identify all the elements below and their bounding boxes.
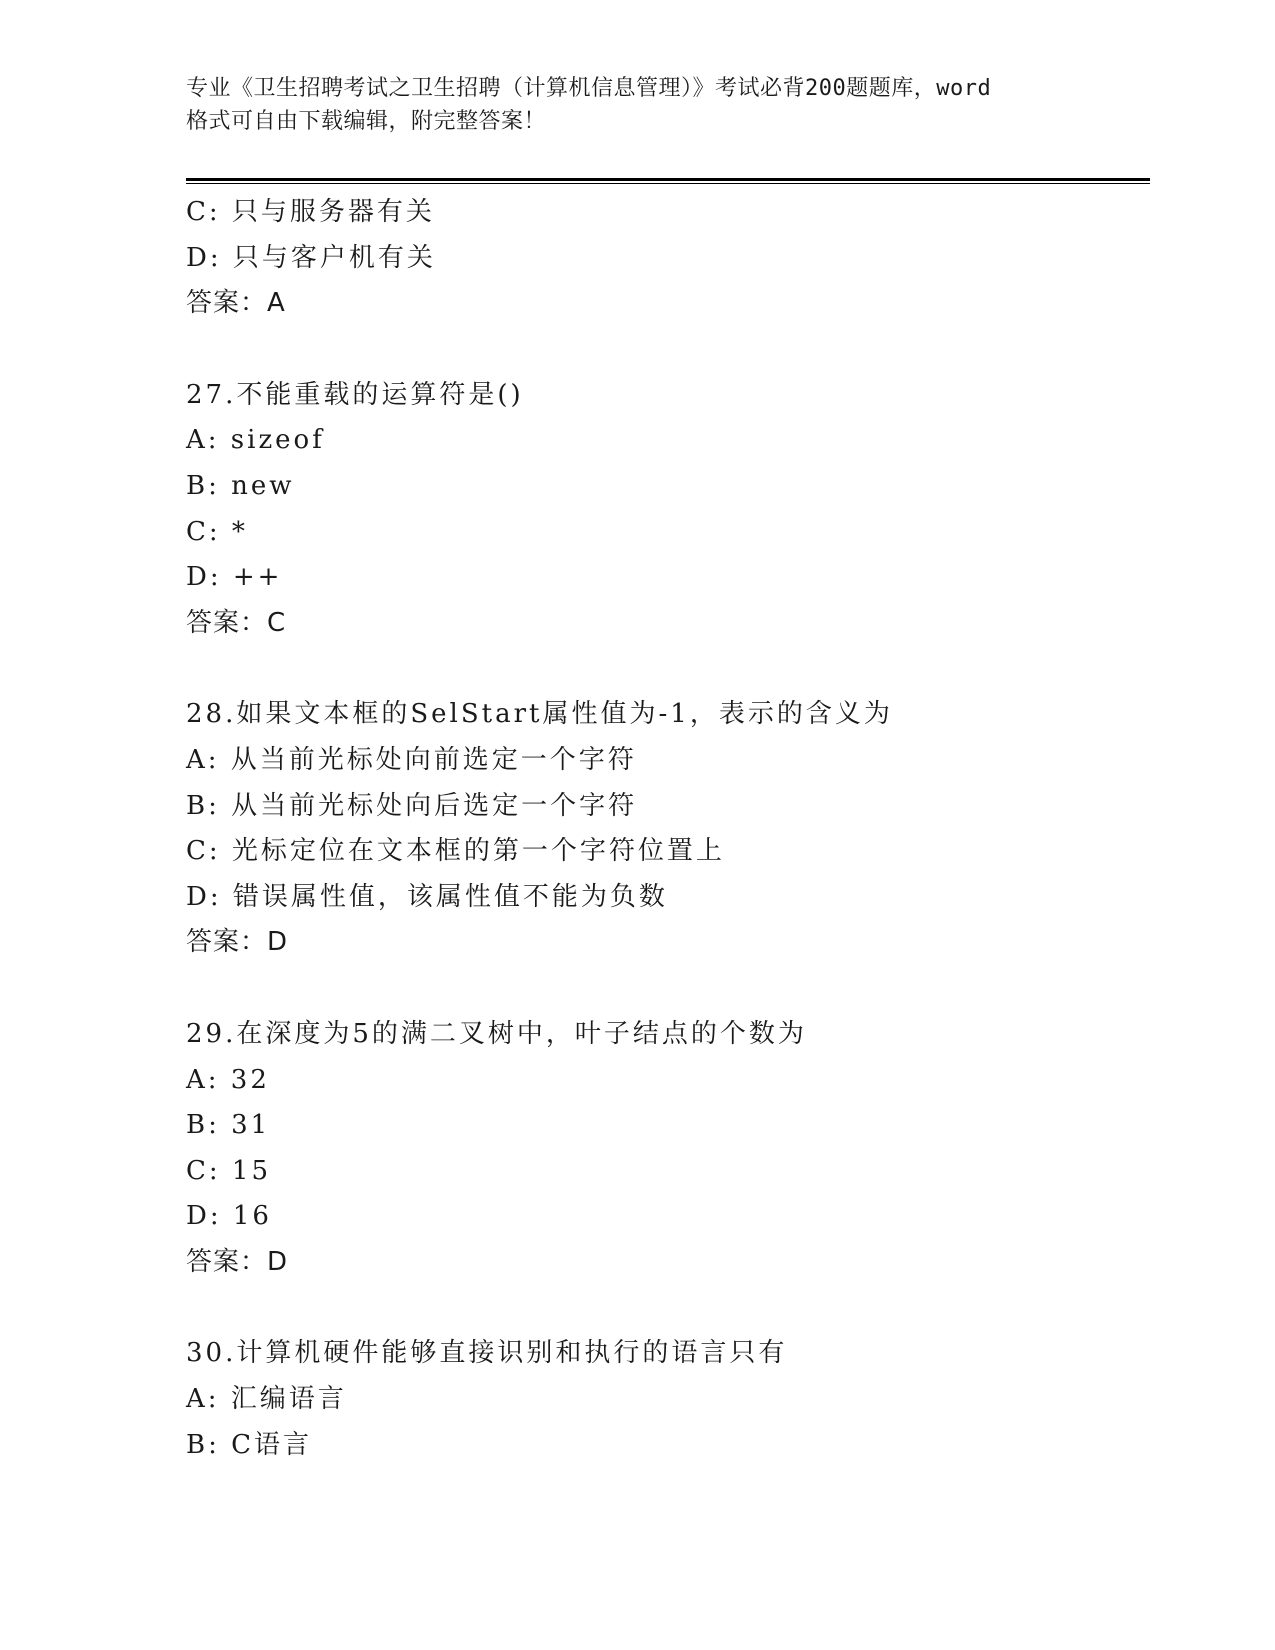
option-d: D: 错误属性值，该属性值不能为负数 <box>186 881 668 912</box>
option-c: C: 光标定位在文本框的第一个字符位置上 <box>186 836 725 867</box>
option-c: C: 15 <box>186 1155 272 1186</box>
question-text: 30.计算机硬件能够直接识别和执行的语言只有 <box>186 1338 788 1369</box>
answer-line: 答案：A <box>186 288 286 319</box>
option-a: A: 从当前光标处向前选定一个字符 <box>186 744 637 775</box>
question-text: 28.如果文本框的SelStart属性值为-1，表示的含义为 <box>186 699 893 730</box>
option-b: B: 31 <box>186 1110 271 1141</box>
answer-line: 答案：C <box>186 607 287 638</box>
option-a: A: 32 <box>186 1064 270 1095</box>
option-d: D: ++ <box>186 562 283 593</box>
carryover-block <box>186 190 1146 327</box>
option-a: A: 汇编语言 <box>186 1384 347 1415</box>
answer-line: 答案：D <box>186 927 289 958</box>
question-text: 27.不能重载的运算符是() <box>186 379 524 410</box>
option-b: B: C语言 <box>186 1429 313 1460</box>
question-28 <box>186 692 1146 966</box>
question-29 <box>186 1012 1146 1286</box>
answer-line: 答案：D <box>186 1246 289 1277</box>
header-line-1: 专业《卫生招聘考试之卫生招聘（计算机信息管理）》考试必背200题题库，word <box>186 76 992 101</box>
header-divider-thick <box>186 178 1150 181</box>
question-text: 29.在深度为5的满二叉树中，叶子结点的个数为 <box>186 1018 807 1049</box>
option-b: B: 从当前光标处向后选定一个字符 <box>186 790 638 821</box>
option-d: D: 16 <box>186 1201 272 1232</box>
question-27 <box>186 373 1146 647</box>
option-b: B: new <box>186 470 295 501</box>
header-line-2: 格式可自由下载编辑，附完整答案！ <box>186 109 547 134</box>
option-a: A: sizeof <box>186 425 325 456</box>
option-c: C: * <box>186 516 248 547</box>
header-divider-thin <box>186 183 1150 184</box>
document-header <box>186 72 1086 138</box>
option-d: D: 只与客户机有关 <box>186 242 436 273</box>
question-30 <box>186 1331 1146 1468</box>
option-c: C: 只与服务器有关 <box>186 197 435 227</box>
document-body <box>186 190 1146 1468</box>
